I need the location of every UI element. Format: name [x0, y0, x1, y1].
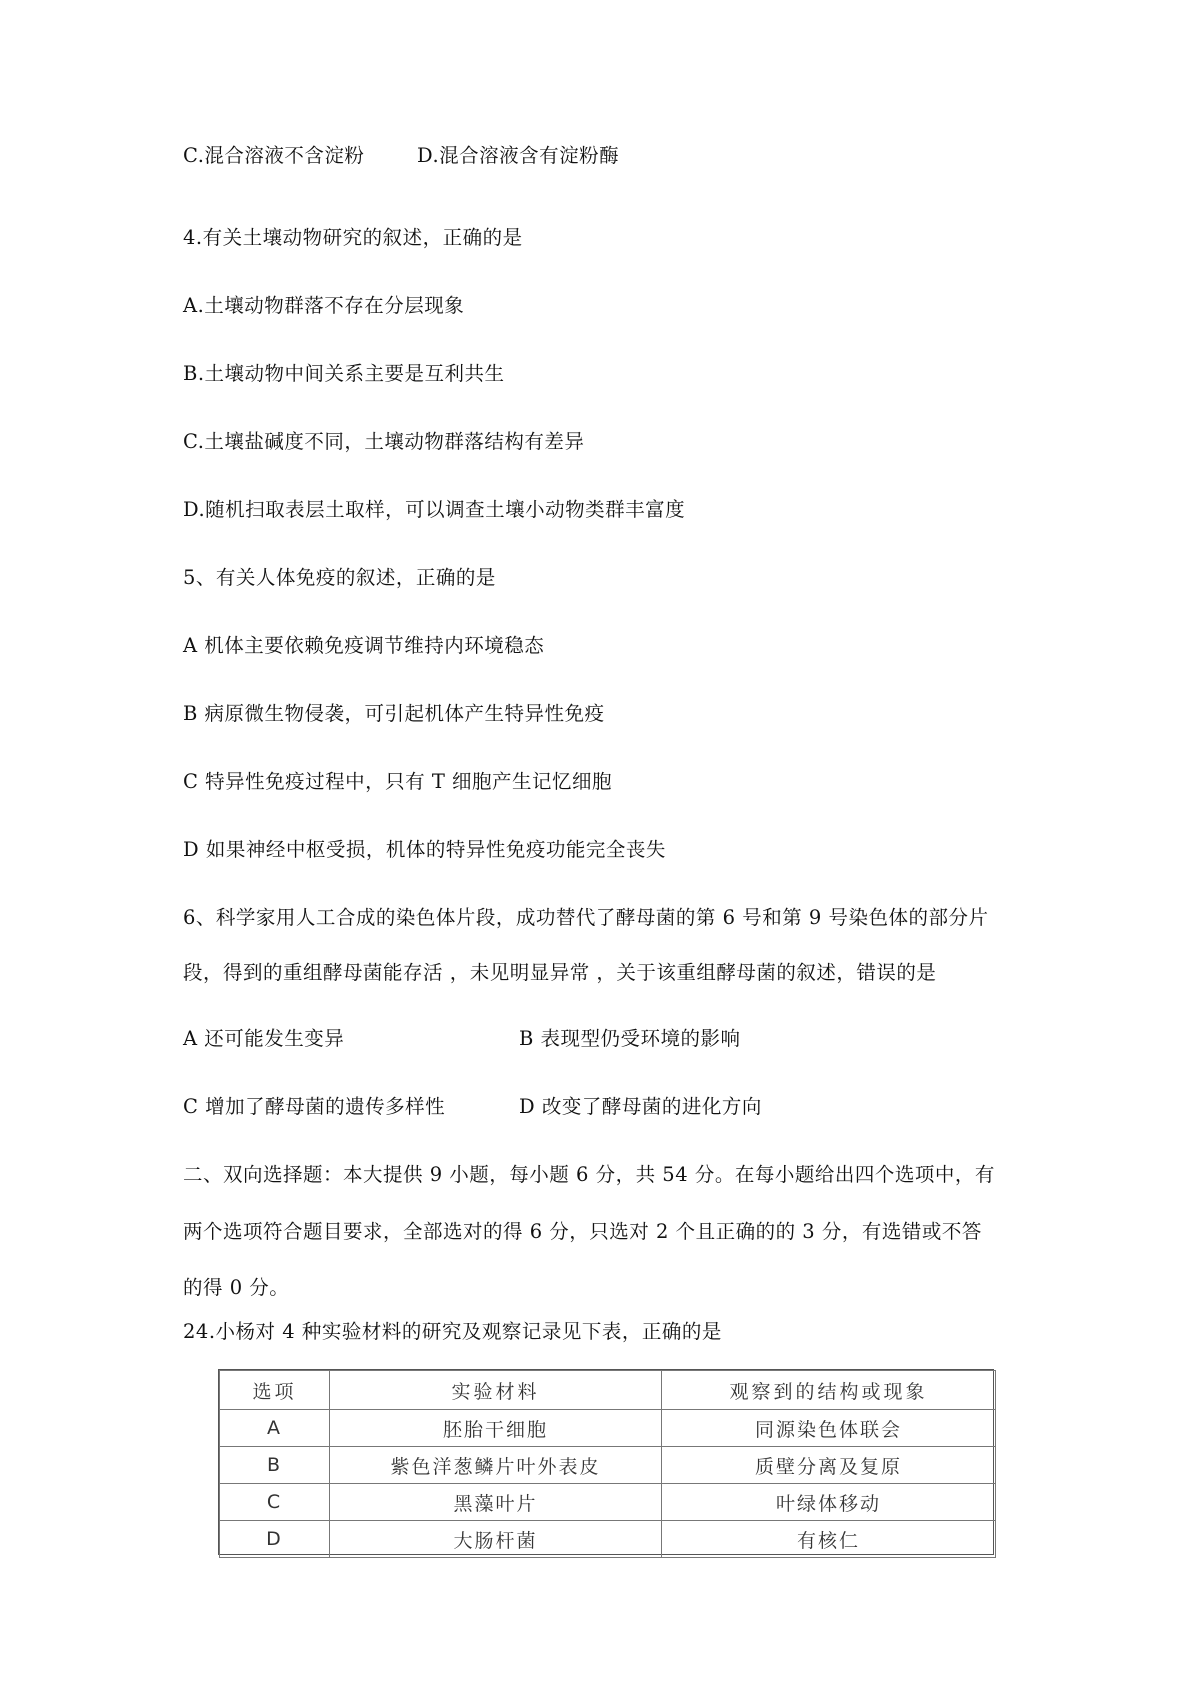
header-observation: 观察到的结构或现象 [662, 1371, 996, 1410]
cell-observation: 叶绿体移动 [662, 1484, 996, 1521]
question-4-option-b: B.土壤动物中间关系主要是互利共生 [183, 362, 505, 385]
question-5-option-a: A 机体主要依赖免疫调节维持内环境稳态 [183, 634, 545, 657]
table-header-row [220, 1371, 996, 1410]
question-6-option-b: B 表现型仍受环境的影响 [519, 1027, 741, 1050]
option-d-line [417, 142, 619, 170]
table-row [220, 1521, 996, 1558]
table-row [220, 1484, 996, 1521]
cell-observation: 质壁分离及复原 [662, 1447, 996, 1484]
cell-material: 紫色洋葱鳞片叶外表皮 [330, 1447, 662, 1484]
cell-option: B [220, 1447, 330, 1484]
cell-option: A [220, 1410, 330, 1447]
question-24: 24.小杨对 4 种实验材料的研究及观察记录见下表，正确的是 [183, 1320, 722, 1343]
observation-table [218, 1369, 994, 1555]
cell-material: 胚胎干细胞 [330, 1410, 662, 1447]
cell-material: 黑藻叶片 [330, 1484, 662, 1521]
question-4-option-c: C.土壤盐碱度不同，土壤动物群落结构有差异 [183, 430, 585, 453]
cell-option: D [220, 1521, 330, 1558]
section-2-line-1: 二、双向选择题：本大提供 9 小题，每小题 6 分，共 54 分。在每小题给出四个选项中，有 [183, 1163, 995, 1186]
question-6-line-1: 6、科学家用人工合成的染色体片段，成功替代了酵母菌的第 6 号和第 9 号染色体的部分片 [183, 906, 989, 929]
header-option: 选项 [220, 1371, 330, 1410]
question-6-option-d: D 改变了酵母菌的进化方向 [519, 1095, 762, 1118]
question-6-line-2: 段，得到的重组酵母菌能存活 ，未见明显异常 ，关于该重组酵母菌的叙述，错误的是 [183, 961, 937, 984]
option-c-line [183, 142, 364, 170]
question-4-option-d: D.随机扫取表层土取样，可以调查土壤小动物类群丰富度 [183, 498, 686, 521]
option-c-text: C.混合溶液不含淀粉 [183, 144, 365, 167]
question-5: 5、有关人体免疫的叙述，正确的是 [183, 566, 496, 589]
question-4-option-a: A.土壤动物群落不存在分层现象 [183, 294, 465, 317]
question-5-option-b: B 病原微生物侵袭，可引起机体产生特异性免疫 [183, 702, 605, 725]
table-row [220, 1410, 996, 1447]
question-5-option-d: D 如果神经中枢受损，机体的特异性免疫功能完全丧失 [183, 838, 666, 861]
table-row [220, 1447, 996, 1484]
section-2-line-2: 两个选项符合题目要求，全部选对的得 6 分，只选对 2 个且正确的的 3 分，有选错或不答 [183, 1220, 982, 1243]
question-4: 4.有关土壤动物研究的叙述，正确的是 [183, 226, 523, 249]
header-material: 实验材料 [330, 1371, 662, 1410]
cell-material: 大肠杆菌 [330, 1521, 662, 1558]
observation-table-grid [219, 1370, 996, 1558]
cell-observation: 有核仁 [662, 1521, 996, 1558]
question-5-option-c: C 特异性免疫过程中，只有 T 细胞产生记忆细胞 [183, 770, 613, 793]
question-6-option-a: A 还可能发生变异 [183, 1027, 345, 1050]
question-6-option-c: C 增加了酵母菌的遗传多样性 [183, 1095, 446, 1118]
section-2-line-3: 的得 0 分。 [183, 1276, 290, 1299]
cell-observation: 同源染色体联会 [662, 1410, 996, 1447]
option-d-text: D.混合溶液含有淀粉酶 [417, 144, 620, 167]
cell-option: C [220, 1484, 330, 1521]
